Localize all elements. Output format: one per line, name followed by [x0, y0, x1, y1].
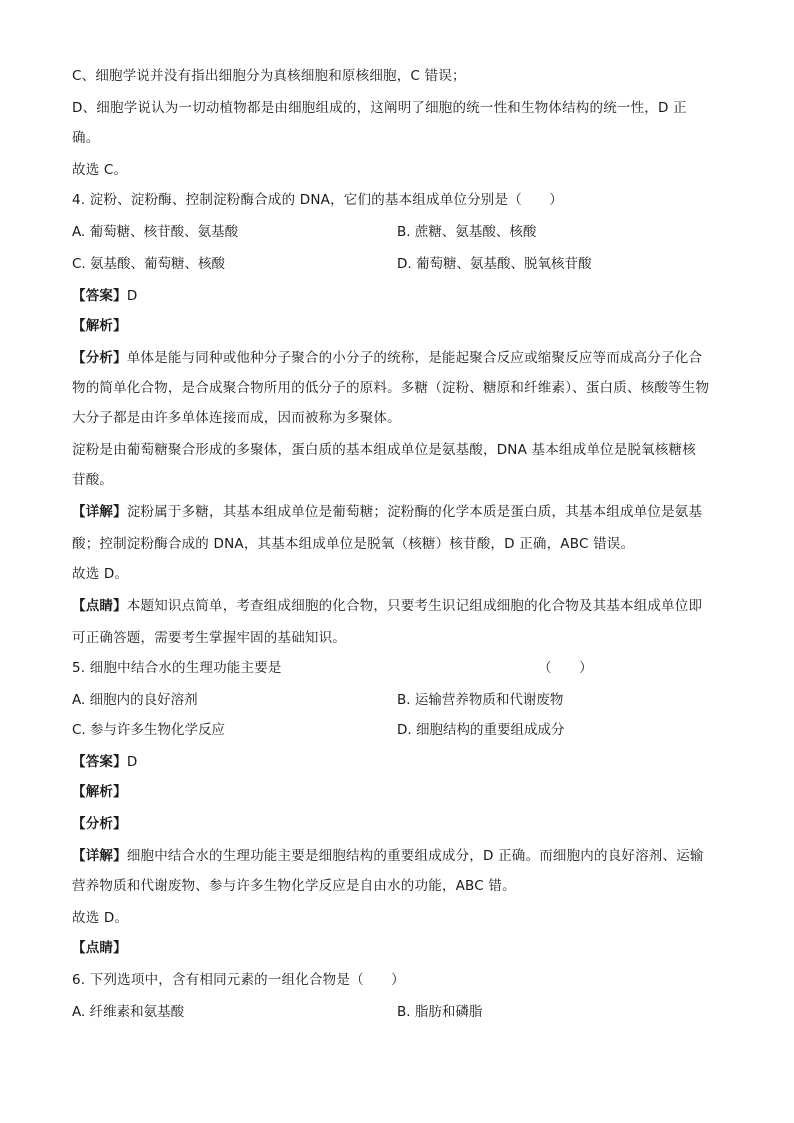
dianjing-line — [72, 596, 702, 616]
answer-line — [72, 752, 137, 772]
option-a: A. 葡萄糖、核苷酸、氨基酸 — [72, 224, 239, 240]
dianjing-text: 本题知识点简单，考查组成细胞的化合物，只要考生识记组成细胞的化合物及其基本组成单位即 — [126, 598, 703, 614]
xiangjie-line — [72, 502, 702, 522]
question-6-stem: 6. 下列选项中，含有相同元素的一组化合物是（ ） — [72, 972, 405, 988]
analysis-heading — [72, 316, 127, 336]
answer-blank: （ ） — [538, 660, 593, 676]
choose-line: 故选 D。 — [72, 910, 129, 926]
option-d: D. 细胞结构的重要组成成分 — [397, 722, 565, 738]
question-5-stem — [72, 658, 722, 678]
xiangjie-text: 营养物质和代谢废物、参与许多生物化学反应是自由水的功能，ABC 错。 — [72, 878, 516, 894]
xiangjie-text: 酸；控制淀粉酶合成的 DNA，其基本组成单位是脱氧（核糖）核苷酸，D 正确，ABC 错误。 — [72, 536, 635, 552]
text-line: C、细胞学说并没有指出细胞分为真核细胞和原核细胞，C 错误； — [72, 68, 466, 84]
fenxi-text: 淀粉是由葡萄糖聚合形成的多聚体，蛋白质的基本组成单位是氨基酸，DNA 基本组成单位是脱氧核糖核 — [72, 442, 696, 458]
fenxi-heading — [72, 814, 127, 834]
text-line: 故选 C。 — [72, 162, 128, 178]
xiangjie-text: 淀粉属于多糖，其基本组成单位是葡萄糖；淀粉酶的化学本质是蛋白质，其基本组成单位是氨基 — [126, 504, 703, 520]
option-a: A. 纤维素和氨基酸 — [72, 1004, 185, 1020]
fenxi-tag: 【分析】 — [72, 816, 127, 832]
dianjing-tag: 【点睛】 — [72, 940, 127, 956]
fenxi-text: 大分子都是由许多单体连接而成，因而被称为多聚体。 — [72, 410, 401, 426]
option-c: C. 氨基酸、葡萄糖、核酸 — [72, 256, 226, 272]
answer-tag: 【答案】 — [72, 288, 127, 304]
text-line: D、细胞学说认为一切动植物都是由细胞组成的，这阐明了细胞的统一性和生物体结构的统一性，D 正 — [72, 100, 687, 116]
question-5-options-row-2 — [72, 720, 722, 740]
dianjing-heading — [72, 938, 127, 958]
option-c: C. 参与许多生物化学反应 — [72, 722, 226, 738]
option-b: B. 运输营养物质和代谢废物 — [397, 692, 564, 708]
fenxi-tag: 【分析】 — [72, 350, 127, 366]
text-line: 确。 — [72, 130, 100, 146]
fenxi-text: 苷酸。 — [72, 472, 114, 488]
fenxi-line — [72, 348, 702, 368]
answer-value: D — [126, 288, 138, 304]
xiangjie-text: 细胞中结合水的生理功能主要是细胞结构的重要组成成分，D 正确。而细胞内的良好溶剂、运输 — [126, 848, 704, 864]
fenxi-text: 单体是能与同种或他种分子聚合的小分子的统称，是能起聚合反应或缩聚反应等而成高分子化合 — [126, 350, 703, 366]
question-4-options-row-1 — [72, 222, 722, 242]
question-6-options-row-1 — [72, 1002, 722, 1022]
question-4-options-row-2 — [72, 254, 722, 274]
option-a: A. 细胞内的良好溶剂 — [72, 692, 198, 708]
option-b: B. 脂肪和磷脂 — [397, 1004, 483, 1020]
fenxi-text: 物的简单化合物，是合成聚合物所用的低分子的原料。多糖（淀粉、糖原和纤维素）、蛋白质、核酸等生物 — [72, 380, 710, 396]
option-b: B. 蔗糖、氨基酸、核酸 — [397, 224, 537, 240]
question-5-text: 5. 细胞中结合水的生理功能主要是 — [72, 660, 282, 676]
dianjing-tag: 【点睛】 — [72, 598, 127, 614]
answer-value: D — [126, 754, 138, 770]
choose-line: 故选 D。 — [72, 566, 129, 582]
xiangjie-tag: 【详解】 — [72, 848, 127, 864]
xiangjie-tag: 【详解】 — [72, 504, 127, 520]
analysis-tag: 【解析】 — [72, 784, 127, 800]
question-5-options-row-1 — [72, 690, 722, 710]
answer-line — [72, 286, 137, 306]
dianjing-text: 可正确答题，需要考生掌握牢固的基础知识。 — [72, 630, 346, 646]
analysis-heading — [72, 782, 127, 802]
option-d: D. 葡萄糖、氨基酸、脱氧核苷酸 — [397, 256, 592, 272]
xiangjie-line — [72, 846, 704, 866]
question-4-stem: 4. 淀粉、淀粉酶、控制淀粉酶合成的 DNA，它们的基本组成单位分别是（ ） — [72, 192, 563, 208]
answer-tag: 【答案】 — [72, 754, 127, 770]
analysis-tag: 【解析】 — [72, 318, 127, 334]
